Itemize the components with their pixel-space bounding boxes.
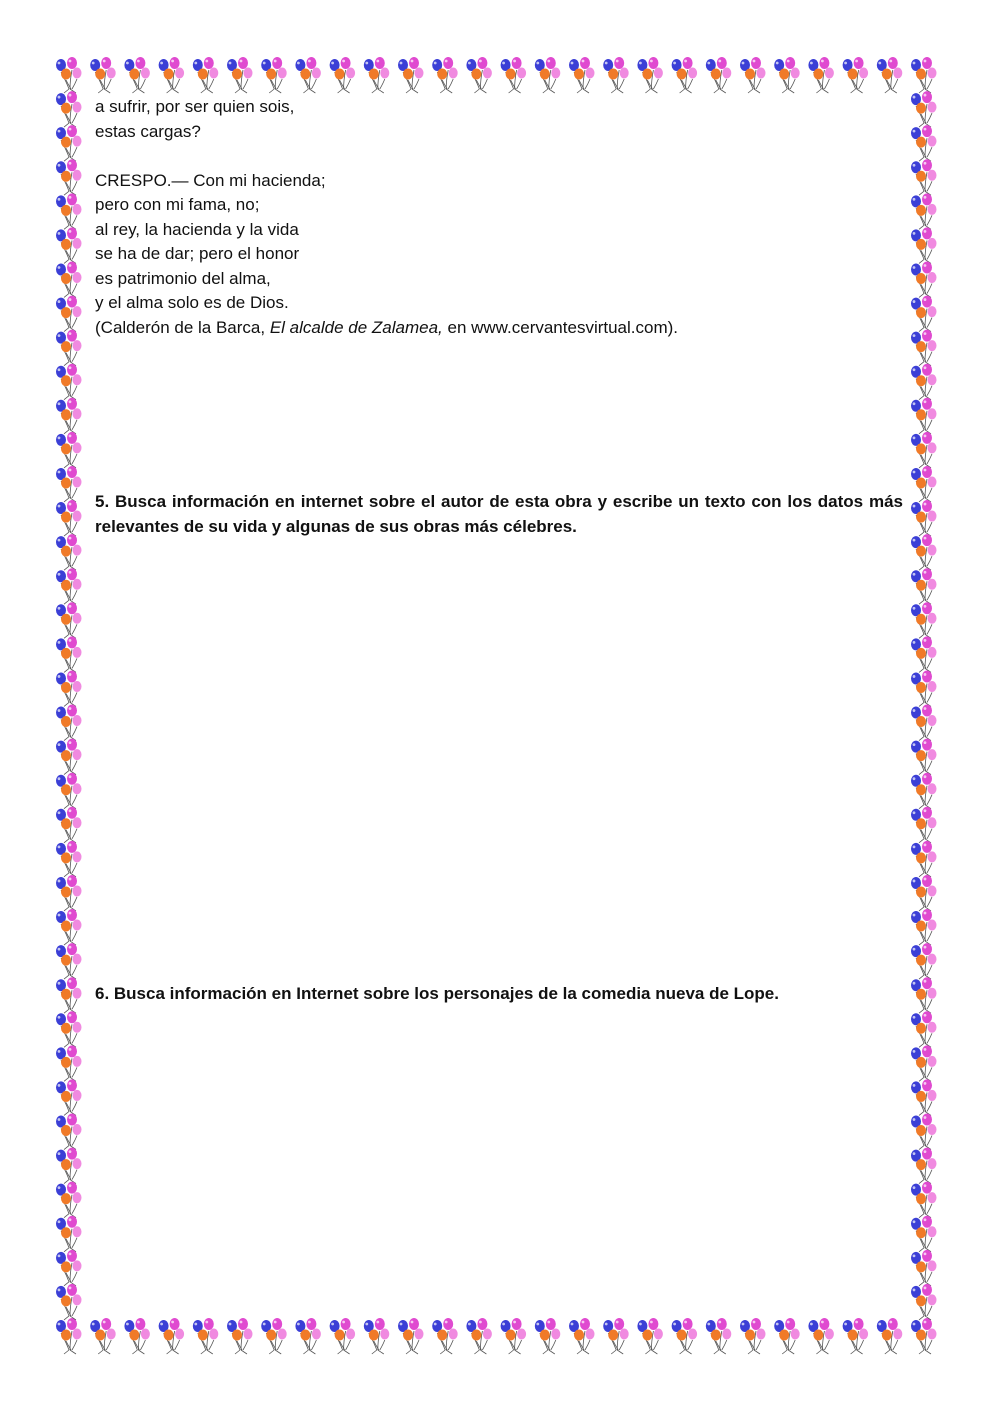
balloon-cluster-icon bbox=[911, 636, 937, 672]
balloon-cluster-icon bbox=[911, 466, 937, 502]
balloon-cluster-icon bbox=[56, 500, 82, 536]
citation bbox=[95, 316, 903, 341]
balloon-cluster-icon bbox=[911, 1318, 937, 1354]
poem-line: al rey, la hacienda y la vida bbox=[95, 219, 299, 239]
balloon-cluster-icon bbox=[808, 1318, 834, 1354]
balloon-cluster-icon bbox=[295, 57, 321, 93]
balloon-cluster-icon bbox=[56, 739, 82, 775]
balloon-cluster-icon bbox=[159, 1318, 185, 1354]
balloon-cluster-icon bbox=[330, 57, 356, 93]
balloon-cluster-icon bbox=[740, 1318, 766, 1354]
balloon-cluster-icon bbox=[56, 1079, 82, 1115]
question-5: 5. Busca información en internet sobre el autor de esta obra y escribe un texto con los datos más relevantes de su vida y algunas de sus obras más célebres. bbox=[95, 492, 903, 536]
balloon-cluster-icon bbox=[364, 1318, 390, 1354]
balloon-cluster-icon bbox=[911, 739, 937, 775]
balloon-cluster-icon bbox=[56, 841, 82, 877]
balloon-cluster-icon bbox=[911, 1148, 937, 1184]
balloon-cluster-icon bbox=[911, 909, 937, 945]
balloon-cluster-icon bbox=[56, 977, 82, 1013]
balloon-cluster-icon bbox=[911, 261, 937, 297]
balloon-cluster-icon bbox=[56, 466, 82, 502]
balloon-cluster-icon bbox=[911, 125, 937, 161]
balloon-cluster-icon bbox=[911, 602, 937, 638]
balloon-cluster-icon bbox=[911, 1079, 937, 1115]
balloon-cluster-icon bbox=[56, 364, 82, 400]
balloon-cluster-icon bbox=[569, 1318, 595, 1354]
balloon-cluster-icon bbox=[911, 1284, 937, 1320]
balloon-cluster-icon bbox=[432, 57, 458, 93]
balloon-cluster-icon bbox=[911, 193, 937, 229]
balloon-cluster-icon bbox=[90, 57, 116, 93]
balloon-cluster-icon bbox=[56, 875, 82, 911]
balloon-cluster-icon bbox=[398, 1318, 424, 1354]
balloon-cluster-icon bbox=[911, 1045, 937, 1081]
balloon-cluster-icon bbox=[90, 1318, 116, 1354]
balloon-cluster-icon bbox=[569, 57, 595, 93]
balloon-cluster-icon bbox=[706, 57, 732, 93]
balloon-cluster-icon bbox=[501, 57, 526, 93]
balloon-cluster-icon bbox=[672, 57, 698, 93]
balloon-cluster-icon bbox=[911, 500, 937, 536]
balloon-cluster-icon bbox=[877, 1318, 903, 1354]
balloon-cluster-icon bbox=[637, 57, 663, 93]
balloon-cluster-icon bbox=[911, 1182, 937, 1218]
balloon-cluster-icon bbox=[911, 398, 937, 434]
balloon-cluster-icon bbox=[56, 909, 82, 945]
balloon-cluster-icon bbox=[56, 125, 82, 161]
balloon-cluster-icon bbox=[56, 1216, 82, 1252]
balloon-cluster-icon bbox=[261, 1318, 287, 1354]
balloon-cluster-icon bbox=[911, 330, 937, 366]
balloon-cluster-icon bbox=[501, 1318, 526, 1354]
balloon-cluster-icon bbox=[911, 91, 937, 127]
balloon-cluster-icon bbox=[672, 1318, 698, 1354]
balloon-cluster-icon bbox=[227, 1318, 253, 1354]
balloon-cluster-icon bbox=[911, 159, 937, 195]
citation-suffix: en www.cervantesvirtual.com). bbox=[442, 317, 679, 337]
balloon-cluster-icon bbox=[774, 57, 800, 93]
balloon-cluster-icon bbox=[56, 296, 82, 332]
balloon-cluster-icon bbox=[432, 1318, 458, 1354]
balloon-cluster-icon bbox=[227, 57, 253, 93]
balloon-cluster-icon bbox=[637, 1318, 663, 1354]
poem-line: estas cargas? bbox=[95, 121, 201, 141]
balloon-cluster-icon bbox=[466, 1318, 492, 1354]
balloon-cluster-icon bbox=[911, 1114, 937, 1150]
balloon-cluster-icon bbox=[124, 1318, 150, 1354]
citation-title: El alcalde de Zalamea, bbox=[269, 317, 443, 337]
balloon-cluster-icon bbox=[911, 296, 937, 332]
balloon-cluster-icon bbox=[56, 670, 82, 706]
balloon-cluster-icon bbox=[330, 1318, 356, 1354]
balloon-cluster-icon bbox=[911, 841, 937, 877]
balloon-cluster-icon bbox=[911, 432, 937, 468]
balloon-cluster-icon bbox=[774, 1318, 800, 1354]
balloon-cluster-icon bbox=[911, 364, 937, 400]
balloon-cluster-icon bbox=[56, 159, 82, 195]
balloon-cluster-icon bbox=[603, 1318, 629, 1354]
poem-line: pero con mi fama, no; bbox=[95, 195, 260, 214]
poem-line: a sufrir, por ser quien sois, bbox=[95, 97, 295, 116]
balloon-cluster-icon bbox=[911, 57, 937, 93]
balloon-cluster-icon bbox=[877, 57, 903, 93]
balloon-cluster-icon bbox=[56, 1114, 82, 1150]
balloon-cluster-icon bbox=[56, 91, 82, 127]
balloon-cluster-icon bbox=[261, 57, 287, 93]
poem-line: se ha de dar; pero el honor bbox=[95, 244, 300, 263]
balloon-cluster-icon bbox=[843, 1318, 869, 1354]
balloon-cluster-icon bbox=[911, 534, 937, 570]
balloon-cluster-icon bbox=[603, 57, 629, 93]
balloon-cluster-icon bbox=[364, 57, 390, 93]
balloon-cluster-icon bbox=[56, 432, 82, 468]
balloon-cluster-icon bbox=[56, 193, 82, 229]
balloon-cluster-icon bbox=[56, 943, 82, 979]
balloon-cluster-icon bbox=[56, 1182, 82, 1218]
balloon-cluster-icon bbox=[56, 1011, 82, 1047]
balloon-cluster-icon bbox=[56, 773, 82, 809]
balloon-cluster-icon bbox=[56, 568, 82, 604]
balloon-cluster-icon bbox=[911, 807, 937, 843]
citation-prefix: (Calderón de la Barca, bbox=[95, 317, 270, 337]
balloon-cluster-icon bbox=[56, 261, 82, 297]
balloon-cluster-icon bbox=[56, 1148, 82, 1184]
balloon-cluster-icon bbox=[56, 1284, 82, 1320]
balloon-cluster-icon bbox=[56, 1318, 82, 1354]
poem-line: es patrimonio del alma, bbox=[95, 268, 271, 288]
balloon-cluster-icon bbox=[56, 227, 82, 263]
balloon-cluster-icon bbox=[56, 705, 82, 741]
balloon-cluster-icon bbox=[159, 57, 185, 93]
balloon-cluster-icon bbox=[56, 330, 82, 366]
balloon-cluster-icon bbox=[706, 1318, 732, 1354]
balloon-cluster-icon bbox=[911, 943, 937, 979]
balloon-cluster-icon bbox=[911, 670, 937, 706]
balloon-cluster-icon bbox=[295, 1318, 321, 1354]
poem-line: CRESPO.— Con mi hacienda; bbox=[95, 170, 326, 190]
balloon-cluster-icon bbox=[911, 568, 937, 604]
balloon-cluster-icon bbox=[911, 773, 937, 809]
balloon-cluster-icon bbox=[56, 636, 82, 672]
balloon-cluster-icon bbox=[56, 602, 82, 638]
balloon-cluster-icon bbox=[843, 57, 869, 93]
balloon-cluster-icon bbox=[56, 807, 82, 843]
balloon-cluster-icon bbox=[911, 1011, 937, 1047]
balloon-cluster-icon bbox=[911, 227, 937, 263]
balloon-cluster-icon bbox=[466, 57, 492, 93]
balloon-cluster-icon bbox=[56, 534, 82, 570]
poem-excerpt bbox=[95, 95, 903, 340]
balloon-cluster-icon bbox=[911, 1216, 937, 1252]
balloon-cluster-icon bbox=[56, 1250, 82, 1286]
balloon-cluster-icon bbox=[193, 57, 219, 93]
question-6: 6. Busca información en Internet sobre los personajes de la comedia nueva de Lope. bbox=[95, 984, 779, 1003]
balloon-cluster-icon bbox=[911, 1250, 937, 1286]
balloon-cluster-icon bbox=[808, 57, 834, 93]
balloon-cluster-icon bbox=[911, 705, 937, 741]
balloon-cluster-icon bbox=[56, 398, 82, 434]
balloon-cluster-icon bbox=[740, 57, 766, 93]
balloon-cluster-icon bbox=[56, 57, 82, 93]
balloon-cluster-icon bbox=[911, 875, 937, 911]
balloon-cluster-icon bbox=[535, 1318, 561, 1354]
balloon-cluster-icon bbox=[535, 57, 561, 93]
balloon-cluster-icon bbox=[911, 977, 937, 1013]
poem-line: y el alma solo es de Dios. bbox=[95, 293, 289, 312]
balloon-cluster-icon bbox=[398, 57, 424, 93]
balloon-cluster-icon bbox=[56, 1045, 82, 1081]
balloon-cluster-icon bbox=[193, 1318, 219, 1354]
balloon-cluster-icon bbox=[124, 57, 150, 93]
